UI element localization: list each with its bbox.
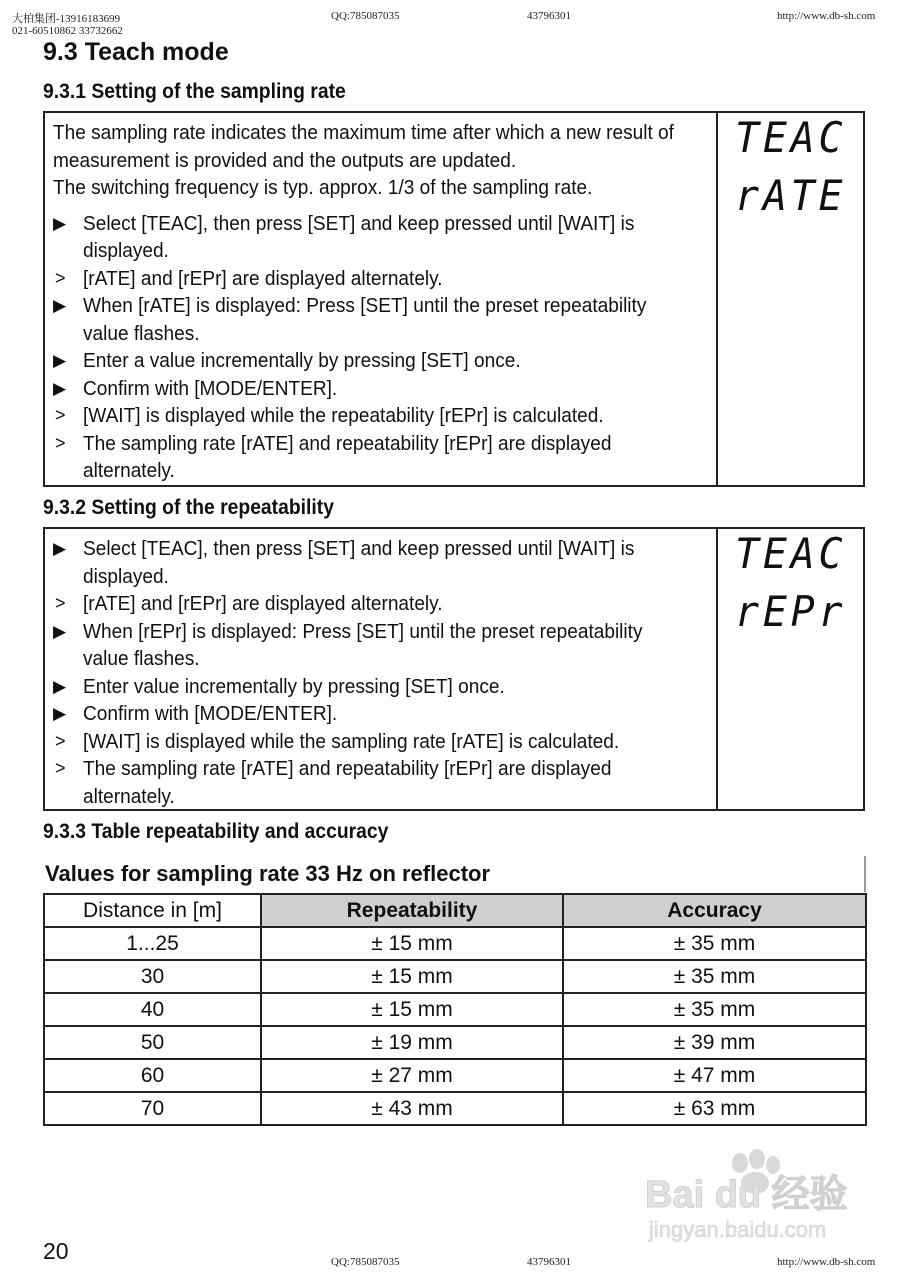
subsection-title-table: 9.3.3 Table repeatability and accuracy: [43, 820, 389, 843]
distance-cell: 50: [44, 1026, 261, 1059]
table-title-rule: [864, 856, 866, 892]
instruction-text: The sampling rate [rATE] and repeatability [rEPr] are displayed: [83, 757, 612, 780]
distance-cell: 1...25: [44, 927, 261, 960]
sampling-rate-box: [43, 111, 865, 487]
table-row: [44, 1092, 866, 1125]
display-repr: rEPr: [735, 587, 847, 636]
instruction-text: Enter a value incrementally by pressing [SET] once.: [83, 349, 521, 372]
instruction-text: [rATE] and [rEPr] are displayed alternately.: [83, 266, 443, 290]
instruction-text: Select [TEAC], then press [SET] and keep pressed until [WAIT] is: [83, 211, 635, 235]
instruction-text: Enter value incrementally by pressing [SET] once.: [83, 674, 505, 698]
result-marker-icon: [53, 457, 83, 485]
instruction-step: [53, 430, 711, 458]
repeatability-accuracy-table: [43, 893, 867, 1126]
instruction-step: [53, 375, 711, 403]
instruction-step: [53, 535, 711, 563]
subsection-title-sampling: 9.3.1 Setting of the sampling rate: [43, 80, 346, 103]
action-arrow-icon: ▶: [53, 621, 67, 641]
instruction-step: [53, 673, 711, 701]
instruction-text: When [rATE] is displayed: Press [SET] until the preset repeatability: [83, 294, 647, 317]
footer-num: 43796301: [527, 1256, 571, 1268]
accuracy-cell: ± 35 mm: [563, 993, 866, 1026]
instruction-text: [WAIT] is displayed while the sampling rate [rATE] is calculated.: [83, 729, 620, 753]
instruction-text: Confirm with [MODE/ENTER].: [83, 376, 338, 400]
accuracy-cell: ± 35 mm: [563, 960, 866, 993]
watermark-brand: Bai du 经验: [645, 1174, 848, 1216]
column-header-repeatability: Repeatability: [261, 894, 563, 927]
instruction-text: displayed.: [83, 239, 169, 262]
action-arrow-icon: [53, 320, 83, 348]
instruction-step: [53, 292, 711, 320]
instruction-text: alternately.: [83, 459, 175, 482]
intro-line: The switching frequency is typ. approx. 1/3 of the sampling rate.: [53, 176, 593, 199]
table-row: [44, 1026, 866, 1059]
subsection-title-repeatability: 9.3.2 Setting of the repeatability: [43, 496, 334, 519]
instruction-step: [53, 618, 711, 646]
footer-qq: QQ:785087035: [331, 1256, 400, 1268]
repeatability-cell: ± 15 mm: [261, 927, 563, 960]
sampling-rate-text: [53, 119, 711, 485]
instruction-step: [53, 755, 711, 783]
baidu-jingyan-watermark: [645, 1145, 865, 1245]
repeatability-cell: ± 15 mm: [261, 993, 563, 1026]
instruction-step: [53, 590, 711, 618]
instruction-text: The sampling rate [rATE] and repeatability [rEPr] are displayed: [83, 431, 612, 455]
instruction-step: [53, 700, 711, 728]
result-marker-icon: [53, 783, 83, 811]
result-marker-icon: >: [55, 730, 66, 751]
instruction-text: alternately.: [83, 784, 175, 808]
accuracy-cell: ± 47 mm: [563, 1059, 866, 1092]
accuracy-cell: ± 63 mm: [563, 1092, 866, 1125]
repeatability-text: [53, 535, 711, 810]
box-divider: [716, 529, 718, 809]
instruction-text: Confirm with [MODE/ENTER].: [83, 702, 338, 725]
instruction-text: value flashes.: [83, 647, 200, 670]
column-header-accuracy: Accuracy: [563, 894, 866, 927]
instruction-step: [53, 783, 711, 811]
instruction-text: displayed.: [83, 564, 169, 588]
column-header-distance: Distance in [m]: [44, 894, 261, 927]
table-row: [44, 927, 866, 960]
instruction-step: [53, 457, 711, 485]
sampling-steps: [53, 210, 711, 485]
action-arrow-icon: ▶: [53, 351, 67, 370]
repeatability-cell: ± 15 mm: [261, 960, 563, 993]
instruction-step: [53, 728, 711, 756]
action-arrow-icon: [53, 237, 83, 265]
instruction-step: [53, 265, 711, 293]
result-marker-icon: >: [55, 432, 66, 453]
instruction-step: [53, 237, 711, 265]
result-marker-icon: >: [55, 267, 66, 288]
display-teac: TEAC: [735, 529, 847, 578]
distance-cell: 40: [44, 993, 261, 1026]
action-arrow-icon: ▶: [53, 704, 67, 723]
result-marker-icon: >: [55, 405, 66, 425]
accuracy-cell: ± 39 mm: [563, 1026, 866, 1059]
box-divider: [716, 113, 718, 485]
display-rate: rATE: [735, 171, 847, 220]
paw-icon: [732, 1153, 748, 1173]
instruction-step: [53, 320, 711, 348]
action-arrow-icon: ▶: [53, 213, 67, 233]
action-arrow-icon: ▶: [53, 676, 67, 696]
instruction-text: [WAIT] is displayed while the repeatability [rEPr] is calculated.: [83, 404, 604, 427]
section-title: 9.3 Teach mode: [43, 38, 229, 66]
header-company: 大柏集团-13916183699: [12, 13, 121, 25]
instruction-step: [53, 563, 711, 591]
action-arrow-icon: [53, 563, 83, 591]
instruction-text: Select [TEAC], then press [SET] and keep pressed until [WAIT] is: [83, 537, 635, 560]
table-row: [44, 960, 866, 993]
table-row: [44, 993, 866, 1026]
instruction-text: [rATE] and [rEPr] are displayed alternately.: [83, 592, 443, 615]
distance-cell: 70: [44, 1092, 261, 1125]
instruction-text: value flashes.: [83, 321, 200, 345]
instruction-step: [53, 347, 711, 375]
header-url: http://www.db-sh.com: [777, 10, 876, 22]
header-num: 43796301: [527, 10, 571, 22]
repeatability-cell: ± 27 mm: [261, 1059, 563, 1092]
repeatability-cell: ± 19 mm: [261, 1026, 563, 1059]
instruction-step: [53, 645, 711, 673]
page-number: 20: [43, 1238, 69, 1264]
instruction-step: [53, 402, 711, 430]
header-qq: QQ:785087035: [331, 10, 400, 22]
repeatability-box: [43, 527, 865, 811]
repeatability-steps: [53, 535, 711, 810]
action-arrow-icon: ▶: [53, 296, 67, 315]
instruction-text: When [rEPr] is displayed: Press [SET] until the preset repeatability: [83, 619, 643, 643]
header-tel: 021-60510862 33732662: [12, 25, 123, 37]
intro-line: measurement is provided and the outputs are updated.: [53, 148, 517, 172]
intro-line: The sampling rate indicates the maximum time after which a new result of: [53, 121, 674, 144]
distance-cell: 30: [44, 960, 261, 993]
display-teac: TEAC: [735, 113, 847, 162]
table-row: [44, 1059, 866, 1092]
table-title: Values for sampling rate 33 Hz on reflector: [45, 861, 491, 886]
distance-cell: 60: [44, 1059, 261, 1092]
action-arrow-icon: [53, 645, 83, 673]
action-arrow-icon: ▶: [53, 378, 67, 398]
instruction-step: [53, 210, 711, 238]
footer-url: http://www.db-sh.com: [777, 1256, 876, 1268]
action-arrow-icon: ▶: [53, 539, 67, 558]
repeatability-cell: ± 43 mm: [261, 1092, 563, 1125]
result-marker-icon: >: [55, 758, 66, 778]
watermark-site: jingyan.baidu.com: [649, 1217, 827, 1242]
result-marker-icon: >: [55, 593, 66, 613]
accuracy-cell: ± 35 mm: [563, 927, 866, 960]
